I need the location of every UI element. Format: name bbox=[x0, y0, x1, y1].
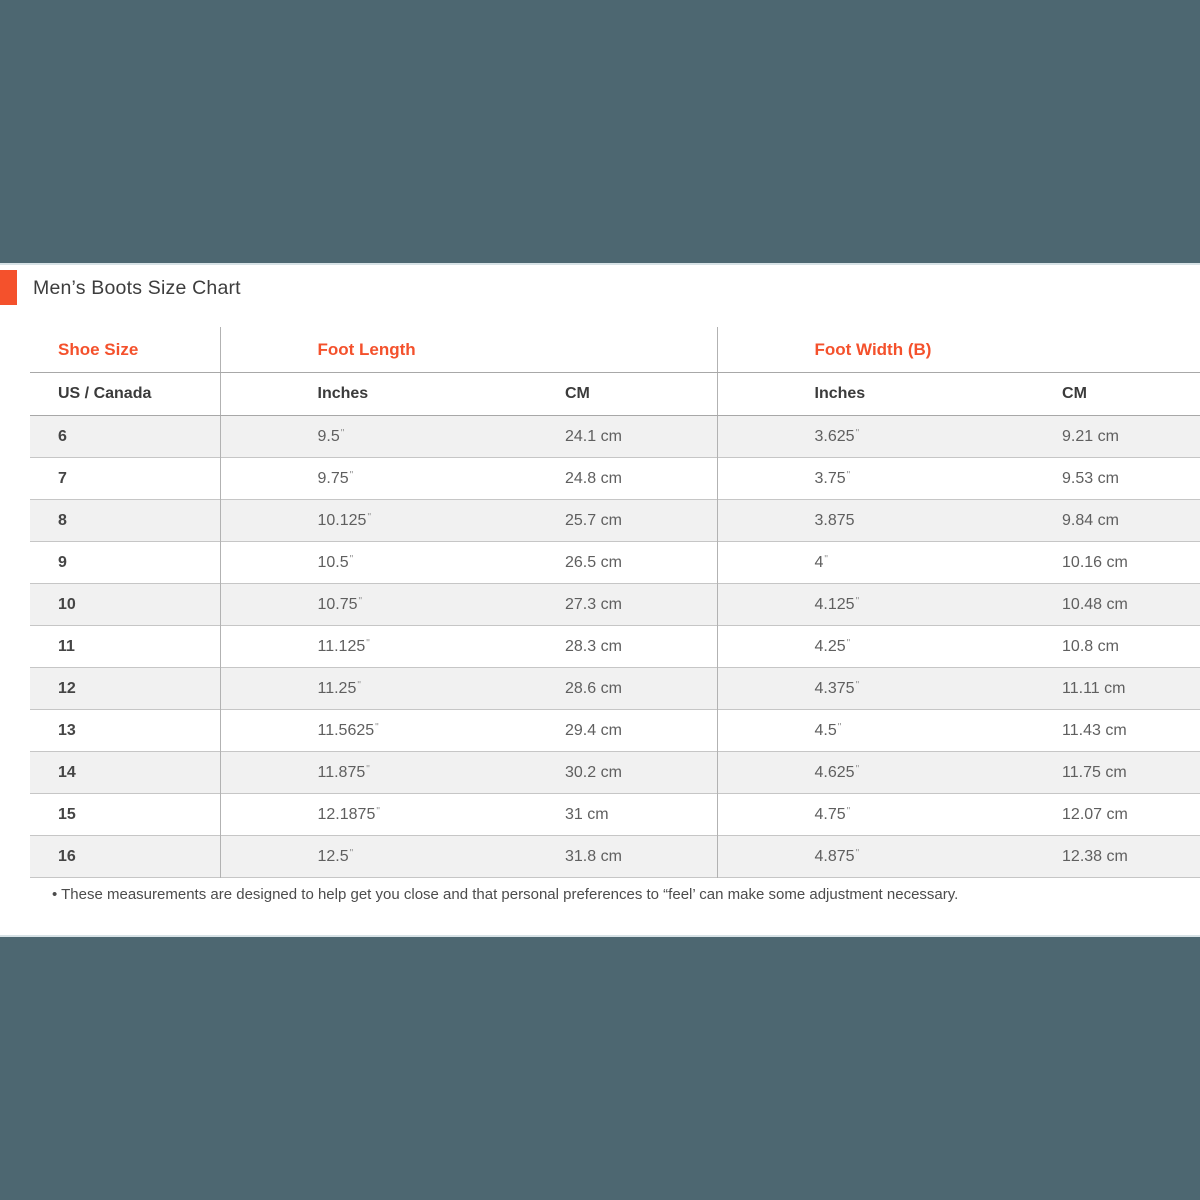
cell-width-inches: 4.375" bbox=[717, 668, 965, 710]
size-chart-table bbox=[30, 327, 1200, 878]
cell-width-cm: 9.84 cm bbox=[1062, 511, 1119, 529]
cell-width-cm: 9.21 cm bbox=[1062, 427, 1119, 445]
table-row bbox=[30, 458, 1200, 500]
cell-width-cm: 10.16 cm bbox=[1062, 553, 1128, 571]
cell-width-cm: 10.8 cm bbox=[1062, 637, 1119, 655]
cell-us-size: 15 bbox=[58, 805, 76, 823]
cell-width-cm: 11.11 cm bbox=[1062, 679, 1126, 697]
inch-mark: " bbox=[846, 469, 851, 481]
cell-us-size: 8 bbox=[58, 511, 67, 529]
inch-mark: " bbox=[855, 679, 860, 691]
inch-mark: " bbox=[366, 763, 370, 775]
cell-length-inches: 11.25" bbox=[220, 668, 468, 710]
cell-us-size: 16 bbox=[58, 847, 76, 865]
inch-mark: " bbox=[349, 469, 354, 481]
cell-width-inches: 4.25" bbox=[717, 626, 965, 668]
inch-mark: " bbox=[846, 637, 851, 649]
cell-width-cm: 12.38 cm bbox=[1062, 847, 1128, 865]
inch-mark: " bbox=[855, 847, 860, 859]
inch-mark: " bbox=[824, 553, 828, 565]
inch-mark: " bbox=[349, 847, 354, 859]
column-header-width-cm: CM bbox=[965, 373, 1200, 416]
cell-length-cm: 25.7 cm bbox=[565, 511, 622, 529]
cell-us-size: 14 bbox=[58, 763, 76, 781]
cell-width-cm: 11.75 cm bbox=[1062, 763, 1127, 781]
table-row bbox=[30, 500, 1200, 542]
cell-width-inches: 4.625" bbox=[717, 752, 965, 794]
cell-width-cm: 9.53 cm bbox=[1062, 469, 1119, 487]
cell-length-inches: 10.75" bbox=[220, 584, 468, 626]
accent-tab bbox=[0, 270, 17, 305]
cell-width-inches: 4.75" bbox=[717, 794, 965, 836]
table-row bbox=[30, 668, 1200, 710]
cell-length-cm: 29.4 cm bbox=[565, 721, 622, 739]
table-row bbox=[30, 836, 1200, 878]
inch-mark: " bbox=[837, 721, 842, 733]
column-header-length-inches: Inches bbox=[220, 373, 468, 416]
cell-length-cm: 31.8 cm bbox=[565, 847, 622, 865]
cell-length-inches: 12.1875" bbox=[220, 794, 468, 836]
cell-width-inches: 4.5" bbox=[717, 710, 965, 752]
inch-mark: " bbox=[358, 595, 363, 607]
table-row bbox=[30, 710, 1200, 752]
cell-width-inches: 4.875" bbox=[717, 836, 965, 878]
cell-us-size: 11 bbox=[58, 637, 75, 655]
footnote: • These measurements are designed to help get you close and that personal preferences to “feel’ can make some adjustment necessary. bbox=[52, 886, 959, 903]
page-title: Men’s Boots Size Chart bbox=[33, 277, 241, 299]
inch-mark: " bbox=[349, 553, 354, 565]
cell-us-size: 12 bbox=[58, 679, 76, 697]
cell-length-cm: 26.5 cm bbox=[565, 553, 622, 571]
inch-mark: " bbox=[855, 427, 860, 439]
size-rows bbox=[30, 416, 1200, 878]
table-row bbox=[30, 584, 1200, 626]
inch-mark: " bbox=[855, 763, 860, 775]
group-header-foot-length: Foot Length bbox=[220, 327, 717, 373]
inch-mark: " bbox=[855, 595, 860, 607]
cell-width-inches: 3.75" bbox=[717, 458, 965, 500]
cell-length-inches: 9.5" bbox=[220, 416, 468, 458]
cell-length-inches: 10.125" bbox=[220, 500, 468, 542]
cell-width-inches: 4" bbox=[717, 542, 965, 584]
table-row bbox=[30, 794, 1200, 836]
inch-mark: " bbox=[366, 637, 370, 649]
cell-length-inches: 11.875" bbox=[220, 752, 468, 794]
group-header-row bbox=[30, 327, 1200, 373]
cell-length-inches: 10.5" bbox=[220, 542, 468, 584]
column-header-us-canada: US / Canada bbox=[30, 373, 220, 416]
cell-length-cm: 31 cm bbox=[565, 805, 609, 823]
cell-width-inches: 3.625" bbox=[717, 416, 965, 458]
table-row bbox=[30, 416, 1200, 458]
cell-length-cm: 24.1 cm bbox=[565, 427, 622, 445]
cell-us-size: 9 bbox=[58, 553, 67, 571]
cell-width-cm: 10.48 cm bbox=[1062, 595, 1128, 613]
inch-mark: " bbox=[357, 679, 361, 691]
inch-mark: " bbox=[340, 427, 345, 439]
cell-length-inches: 9.75" bbox=[220, 458, 468, 500]
group-header-foot-width: Foot Width (B) bbox=[717, 327, 1200, 373]
size-chart-panel bbox=[0, 263, 1200, 937]
group-header-shoe-size: Shoe Size bbox=[30, 327, 220, 373]
table-row bbox=[30, 752, 1200, 794]
cell-length-inches: 11.125" bbox=[220, 626, 468, 668]
cell-length-cm: 27.3 cm bbox=[565, 595, 622, 613]
column-header-length-cm: CM bbox=[468, 373, 717, 416]
cell-width-cm: 11.43 cm bbox=[1062, 721, 1127, 739]
column-header-row bbox=[30, 373, 1200, 416]
inch-mark: " bbox=[846, 805, 851, 817]
table-row bbox=[30, 626, 1200, 668]
cell-us-size: 13 bbox=[58, 721, 76, 739]
inch-mark: " bbox=[375, 721, 379, 733]
table-row bbox=[30, 542, 1200, 584]
cell-width-inches: 3.875 bbox=[717, 500, 965, 542]
cell-width-inches: 4.125" bbox=[717, 584, 965, 626]
cell-length-inches: 11.5625" bbox=[220, 710, 468, 752]
cell-us-size: 7 bbox=[58, 469, 67, 487]
column-header-width-inches: Inches bbox=[717, 373, 965, 416]
inch-mark: " bbox=[367, 511, 371, 523]
cell-length-cm: 28.6 cm bbox=[565, 679, 622, 697]
cell-length-cm: 28.3 cm bbox=[565, 637, 622, 655]
cell-length-cm: 24.8 cm bbox=[565, 469, 622, 487]
cell-us-size: 6 bbox=[58, 427, 67, 445]
cell-us-size: 10 bbox=[58, 595, 76, 613]
cell-width-cm: 12.07 cm bbox=[1062, 805, 1128, 823]
inch-mark: " bbox=[376, 805, 380, 817]
cell-length-cm: 30.2 cm bbox=[565, 763, 622, 781]
cell-length-inches: 12.5" bbox=[220, 836, 468, 878]
